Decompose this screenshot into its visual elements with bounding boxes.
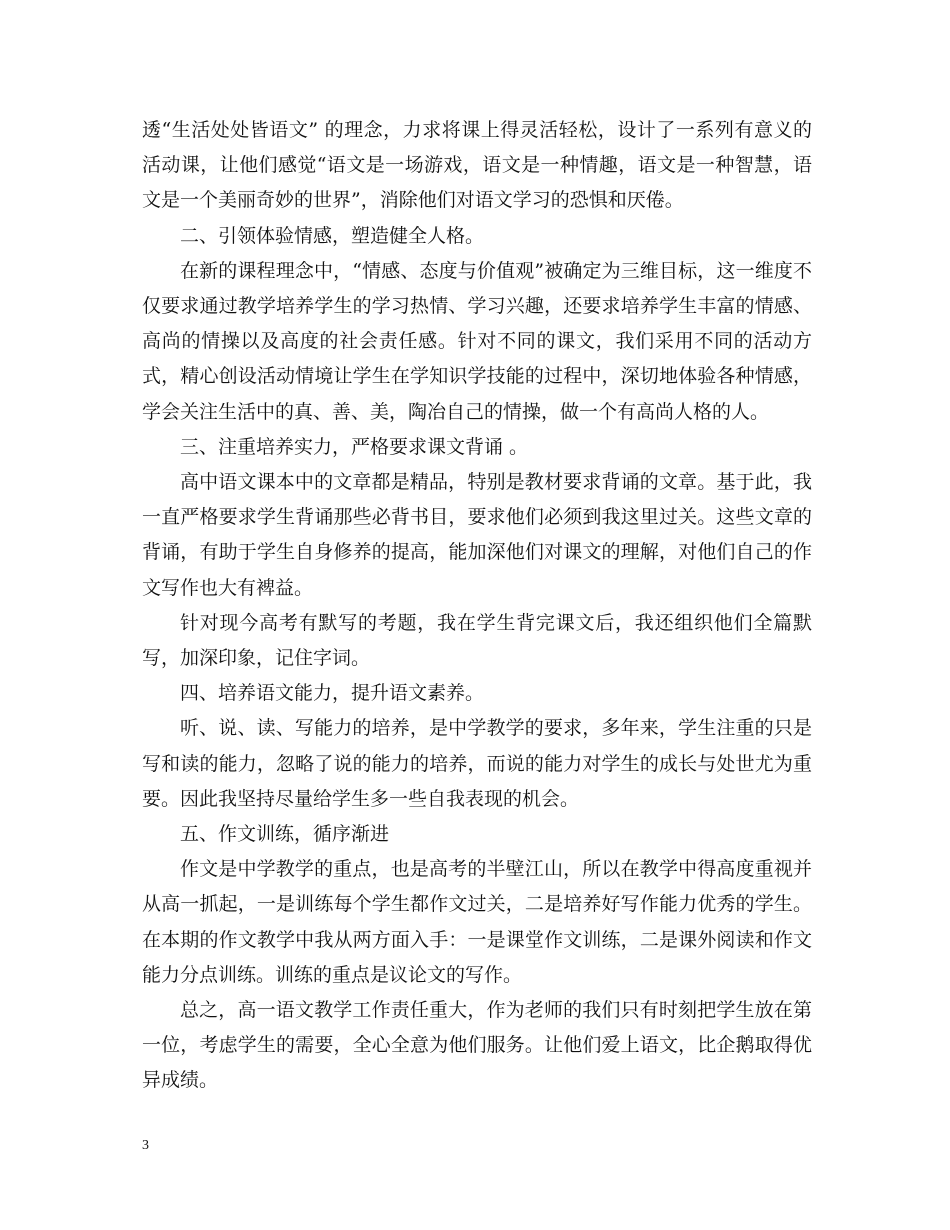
section-heading-4: 四、培养语文能力，提升语文素养。 — [180, 682, 485, 705]
paragraph: 听、说、读、写能力的培养，是中学教学的要求，多年来，学生注重的只是写和读的能力，忽略了说的能力的培养，而说的能力对学生的成长与处世尤为重要。因此我坚持尽量给学生多一些自我表现的机会。 — [142, 717, 812, 810]
section-heading-5: 五、作文训练，循序渐进 — [180, 823, 390, 846]
paragraph-conclusion: 总之，高一语文教学工作责任重大，作为老师的我们只有时刻把学生放在第一位，考虑学生的需要，全心全意为他们服务。让他们爱上语文，比企鹅取得优异成绩。 — [142, 999, 812, 1092]
document-body — [142, 113, 812, 1099]
paragraph: 高中语文课本中的文章都是精品，特别是教材要求背诵的文章。基于此，我一直严格要求学生背诵那些必背书目，要求他们必须到我这里过关。这些文章的背诵，有助于学生自身修养的提高，能加深他们对课文的理解，对他们自己的作文写作也大有裨益。 — [142, 471, 812, 599]
paragraph: 作文是中学教学的重点，也是高考的半壁江山，所以在教学中得高度重视并从高一抓起，一是训练每个学生都作文过关，二是培养好写作能力优秀的学生。在本期的作文教学中我从两方面入手：一是课堂作文训练，二是课外阅读和作文能力分点训练。训练的重点是议论文的写作。 — [142, 858, 812, 986]
section-heading-2: 二、引领体验情感，塑造健全人格。 — [180, 224, 485, 247]
paragraph: 针对现今高考有默写的考题，我在学生背完课文后，我还组织他们全篇默写，加深印象，记住字词。 — [142, 611, 812, 670]
section-heading-3: 三、注重培养实力，严格要求课文背诵 。 — [180, 435, 529, 458]
paragraph-continuation: 透“生活处处皆语文” 的理念，力求将课上得灵活轻松，设计了一系列有意义的活动课，让他们感觉“语文是一场游戏，语文是一种情趣，语文是一种智慧，语文是一个美丽奇妙的世界”，消除他们对语文学习的恐惧和厌倦。 — [142, 119, 812, 212]
page-number: 3 — [142, 1138, 149, 1153]
paragraph: 在新的课程理念中，“情感、态度与价值观”被确定为三维目标，这一维度不仅要求通过教学培养学生的学习热情、学习兴趣，还要求培养学生丰富的情感、高尚的情操以及高度的社会责任感。针对不同的课文，我们采用不同的活动方式，精心创设活动情境让学生在学知识学技能的过程中，深切地体验各种情感，学会关注生活中的真、善、美，陶冶自己的情操，做一个有高尚人格的人。 — [142, 259, 812, 423]
